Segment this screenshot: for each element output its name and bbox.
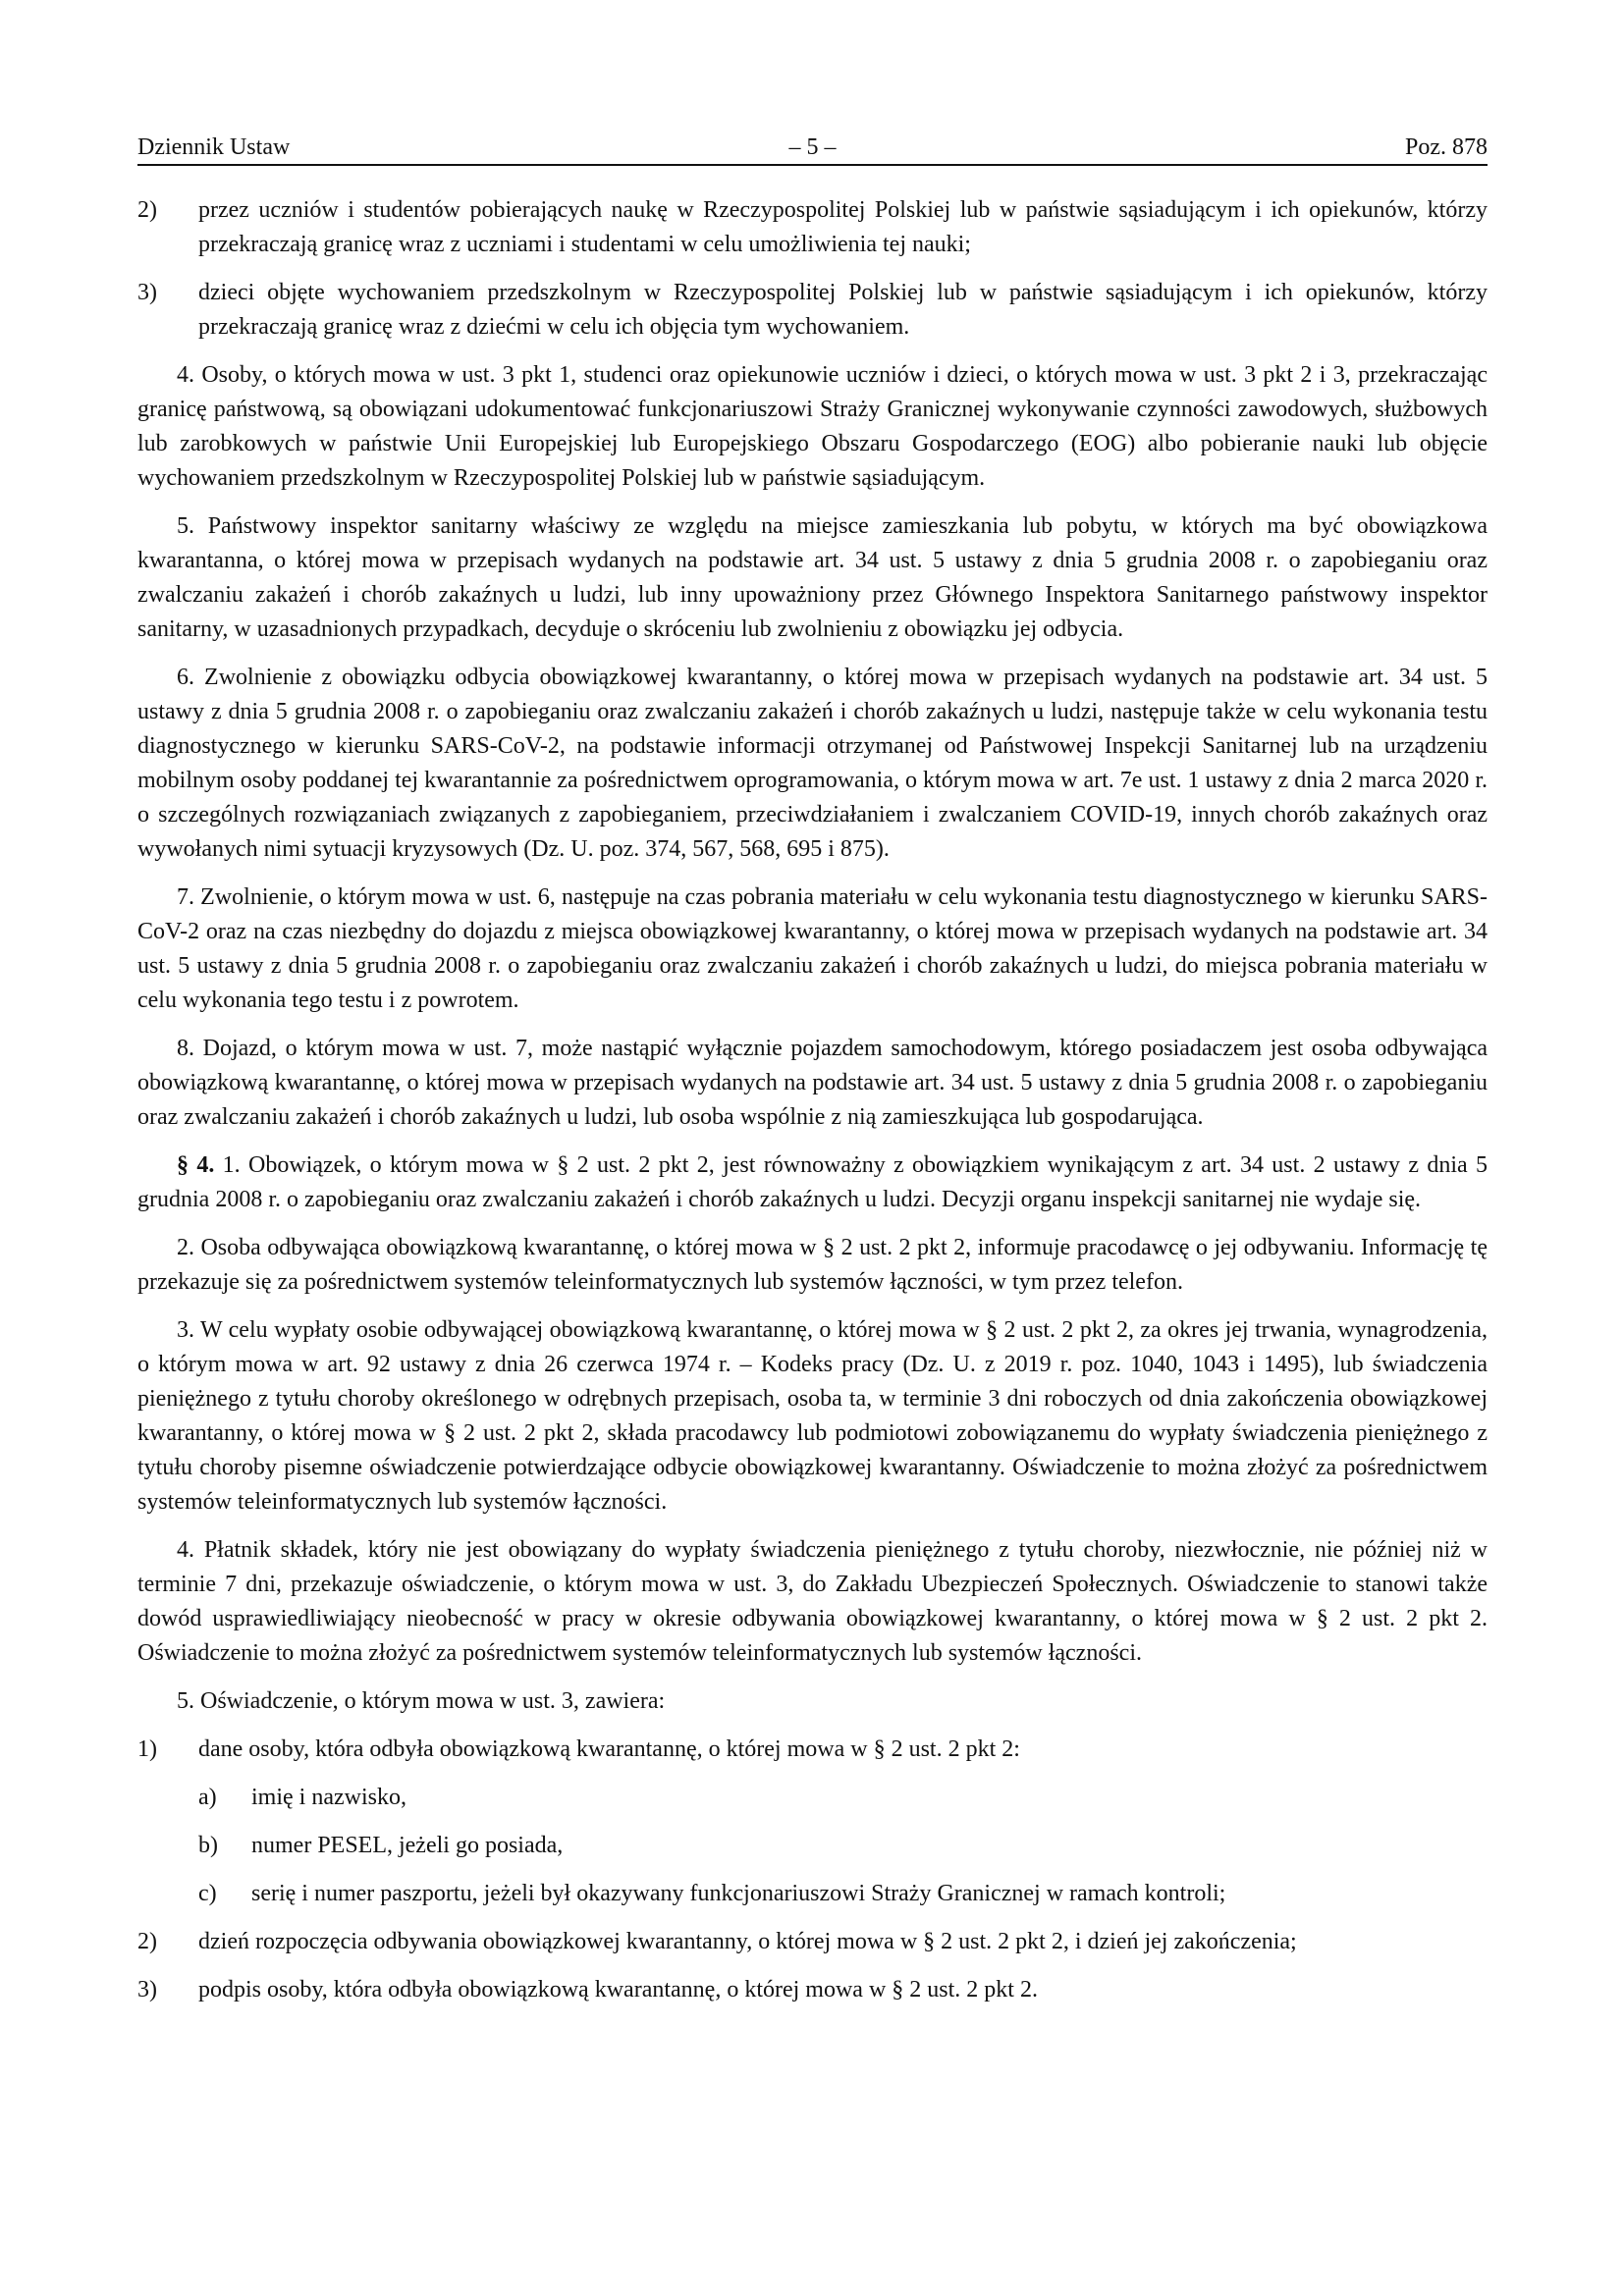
- sub-item: [137, 1781, 1488, 1815]
- paragraph: 2. Osoba odbywająca obowiązkową kwarantannę, o której mowa w § 2 ust. 2 pkt 2, informuje pracodawcę o jej odbywaniu. Informację tę przekazuje się za pośrednictwem systemów teleinformatycznych lub systemów łączności, w tym przez telefon.: [137, 1235, 1488, 1295]
- item-text: podpis osoby, która odbyła obowiązkową kwarantannę, o której mowa w § 2 ust. 2 pkt 2.: [198, 1977, 1038, 2002]
- paragraph: 6. Zwolnienie z obowiązku odbycia obowiązkowej kwarantanny, o której mowa w przepisach wydanych na podstawie art. 34 ust. 5 ustawy z dnia 5 grudnia 2008 r. o zapobieganiu oraz zwalczaniu zakażeń i chorób zakaźnych u ludzi, następuje także w celu wykonania testu diagnostycznego w kierunku SARS-CoV-2, na podstawie informacji otrzymanej od Państwowej Inspekcji Sanitarnej lub na urządzeniu mobilnym osoby poddanej tej kwarantannie za pośrednictwem oprogramowania, o którym mowa w art. 7e ust. 1 ustawy z dnia 2 marca 2020 r. o szczególnych rozwiązaniach związanych z zapobieganiem, przeciwdziałaniem i zwalczaniem COVID-19, innych chorób zakaźnych oraz wywołanych nimi sytuacji kryzysowych (Dz. U. poz. 374, 567, 568, 695 i 875).: [137, 665, 1488, 862]
- sub-item-text: imię i nazwisko,: [251, 1785, 406, 1810]
- position-number: Poz. 878: [1405, 134, 1488, 160]
- item-number: 3): [137, 1977, 157, 2002]
- list-item: [137, 193, 1488, 262]
- item-text: przez uczniów i studentów pobierających naukę w Rzeczypospolitej Polskiej lub w państwie sąsiadującym i ich opiekunów, którzy przekraczają granicę wraz z uczniami i studentami w celu umożliwienia tej nauki;: [198, 197, 1488, 257]
- list-item: [137, 276, 1488, 345]
- item-number: 2): [137, 197, 157, 223]
- section-mark: § 4.: [177, 1152, 215, 1178]
- journal-title: Dziennik Ustaw: [137, 134, 291, 160]
- sub-item-letter: c): [198, 1881, 217, 1906]
- list-item: [137, 1973, 1488, 2007]
- section-paragraph: [137, 1148, 1488, 1217]
- item-number: 2): [137, 1929, 157, 1954]
- sub-item-letter: a): [198, 1785, 217, 1810]
- item-text: dane osoby, która odbyła obowiązkową kwarantannę, o której mowa w § 2 ust. 2 pkt 2:: [198, 1736, 1020, 1762]
- page-number: – 5 –: [788, 134, 837, 160]
- paragraph: 4. Płatnik składek, który nie jest obowiązany do wypłaty świadczenia pieniężnego z tytułu choroby, niezwłocznie, nie później niż w terminie 7 dni, przekazuje oświadczenie, o którym mowa w ust. 3, do Zakładu Ubezpieczeń Społecznych. Oświadczenie to stanowi także dowód usprawiedliwiający nieobecność w pracy w okresie odbywania obowiązkowej kwarantanny, o której mowa w § 2 ust. 2 pkt 2. Oświadczenie to można złożyć za pośrednictwem systemów teleinformatycznych lub systemów łączności.: [137, 1537, 1488, 1666]
- paragraph: 4. Osoby, o których mowa w ust. 3 pkt 1, studenci oraz opiekunowie uczniów i dzieci, o których mowa w ust. 3 pkt 2 i 3, przekraczając granicę państwową, są obowiązani udokumentować funkcjonariuszowi Straży Granicznej wykonywanie czynności zawodowych, służbowych lub zarobkowych w państwie Unii Europejskiej lub Europejskiego Obszaru Gospodarczego (EOG) albo pobieranie nauki lub objęcie wychowaniem przedszkolnym w Rzeczypospolitej Polskiej lub w państwie sąsiadującym.: [137, 362, 1488, 491]
- paragraph: 3. W celu wypłaty osobie odbywającej obowiązkową kwarantannę, o której mowa w § 2 ust. 2 pkt 2, za okres jej trwania, wynagrodzenia, o którym mowa w art. 92 ustawy z dnia 26 czerwca 1974 r. – Kodeks pracy (Dz. U. z 2019 r. poz. 1040, 1043 i 1495), lub świadczenia pieniężnego z tytułu choroby określonego w odrębnych przepisach, osoba ta, w terminie 3 dni roboczych od dnia zakończenia obowiązkowej kwarantanny, o której mowa w § 2 ust. 2 pkt 2, składa pracodawcy lub podmiotowi zobowiązanemu do wypłaty świadczenia pieniężnego z tytułu choroby pisemne oświadczenie potwierdzające odbycie obowiązkowej kwarantanny. Oświadczenie to można złożyć za pośrednictwem systemów teleinformatycznych lub systemów łączności.: [137, 1317, 1488, 1515]
- paragraph: 5. Państwowy inspektor sanitarny właściwy ze względu na miejsce zamieszkania lub pobytu, w których ma być obowiązkowa kwarantanna, o której mowa w przepisach wydanych na podstawie art. 34 ust. 5 ustawy z dnia 5 grudnia 2008 r. o zapobieganiu oraz zwalczaniu zakażeń i chorób zakaźnych u ludzi, lub inny upoważniony przez Głównego Inspektora Sanitarnego państwowy inspektor sanitarny, w uzasadnionych przypadkach, decyduje o skróceniu lub zwolnieniu z obowiązku jej odbycia.: [137, 513, 1488, 642]
- paragraph: 8. Dojazd, o którym mowa w ust. 7, może nastąpić wyłącznie pojazdem samochodowym, którego posiadaczem jest osoba odbywająca obowiązkową kwarantannę, o której mowa w przepisach wydanych na podstawie art. 34 ust. 5 ustawy z dnia 5 grudnia 2008 r. o zapobieganiu oraz zwalczaniu zakażeń i chorób zakaźnych u ludzi, lub osoba wspólnie z nią zamieszkująca lub gospodarująca.: [137, 1036, 1488, 1130]
- sub-item-letter: b): [198, 1833, 218, 1858]
- document-body: [137, 193, 1488, 2007]
- sub-item-text: numer PESEL, jeżeli go posiada,: [251, 1833, 564, 1858]
- list-item: [137, 1925, 1488, 1959]
- paragraph: 5. Oświadczenie, o którym mowa w ust. 3, zawiera:: [177, 1688, 666, 1714]
- section-text: 1. Obowiązek, o którym mowa w § 2 ust. 2 pkt 2, jest równoważny z obowiązkiem wynikającym z art. 34 ust. 2 ustawy z dnia 5 grudnia 2008 r. o zapobieganiu oraz zwalczaniu zakażeń i chorób zakaźnych u ludzi. Decyzji organu inspekcji sanitarnej nie wydaje się.: [137, 1152, 1488, 1212]
- item-number: 1): [137, 1736, 157, 1762]
- item-text: dzień rozpoczęcia odbywania obowiązkowej kwarantanny, o której mowa w § 2 ust. 2 pkt 2, i dzień jej zakończenia;: [198, 1929, 1297, 1954]
- header-rule: [137, 164, 1488, 166]
- list-item: [137, 1733, 1488, 1767]
- page-header: [137, 132, 1488, 163]
- sub-item-text: serię i numer paszportu, jeżeli był okazywany funkcjonariuszowi Straży Granicznej w ramach kontroli;: [251, 1881, 1226, 1906]
- item-text: dzieci objęte wychowaniem przedszkolnym w Rzeczypospolitej Polskiej lub w państwie sąsiadującym i ich opiekunów, którzy przekraczają granicę wraz z dziećmi w celu ich objęcia tym wychowaniem.: [198, 280, 1488, 340]
- sub-item: [137, 1829, 1488, 1863]
- paragraph: 7. Zwolnienie, o którym mowa w ust. 6, następuje na czas pobrania materiału w celu wykonania testu diagnostycznego w kierunku SARS-CoV-2 oraz na czas niezbędny do dojazdu z miejsca obowiązkowej kwarantanny, o której mowa w przepisach wydanych na podstawie art. 34 ust. 5 ustawy z dnia 5 grudnia 2008 r. o zapobieganiu oraz zwalczaniu zakażeń i chorób zakaźnych u ludzi, do miejsca pobrania materiału w celu wykonania tego testu i z powrotem.: [137, 884, 1488, 1013]
- item-number: 3): [137, 280, 157, 305]
- sub-item: [137, 1877, 1488, 1911]
